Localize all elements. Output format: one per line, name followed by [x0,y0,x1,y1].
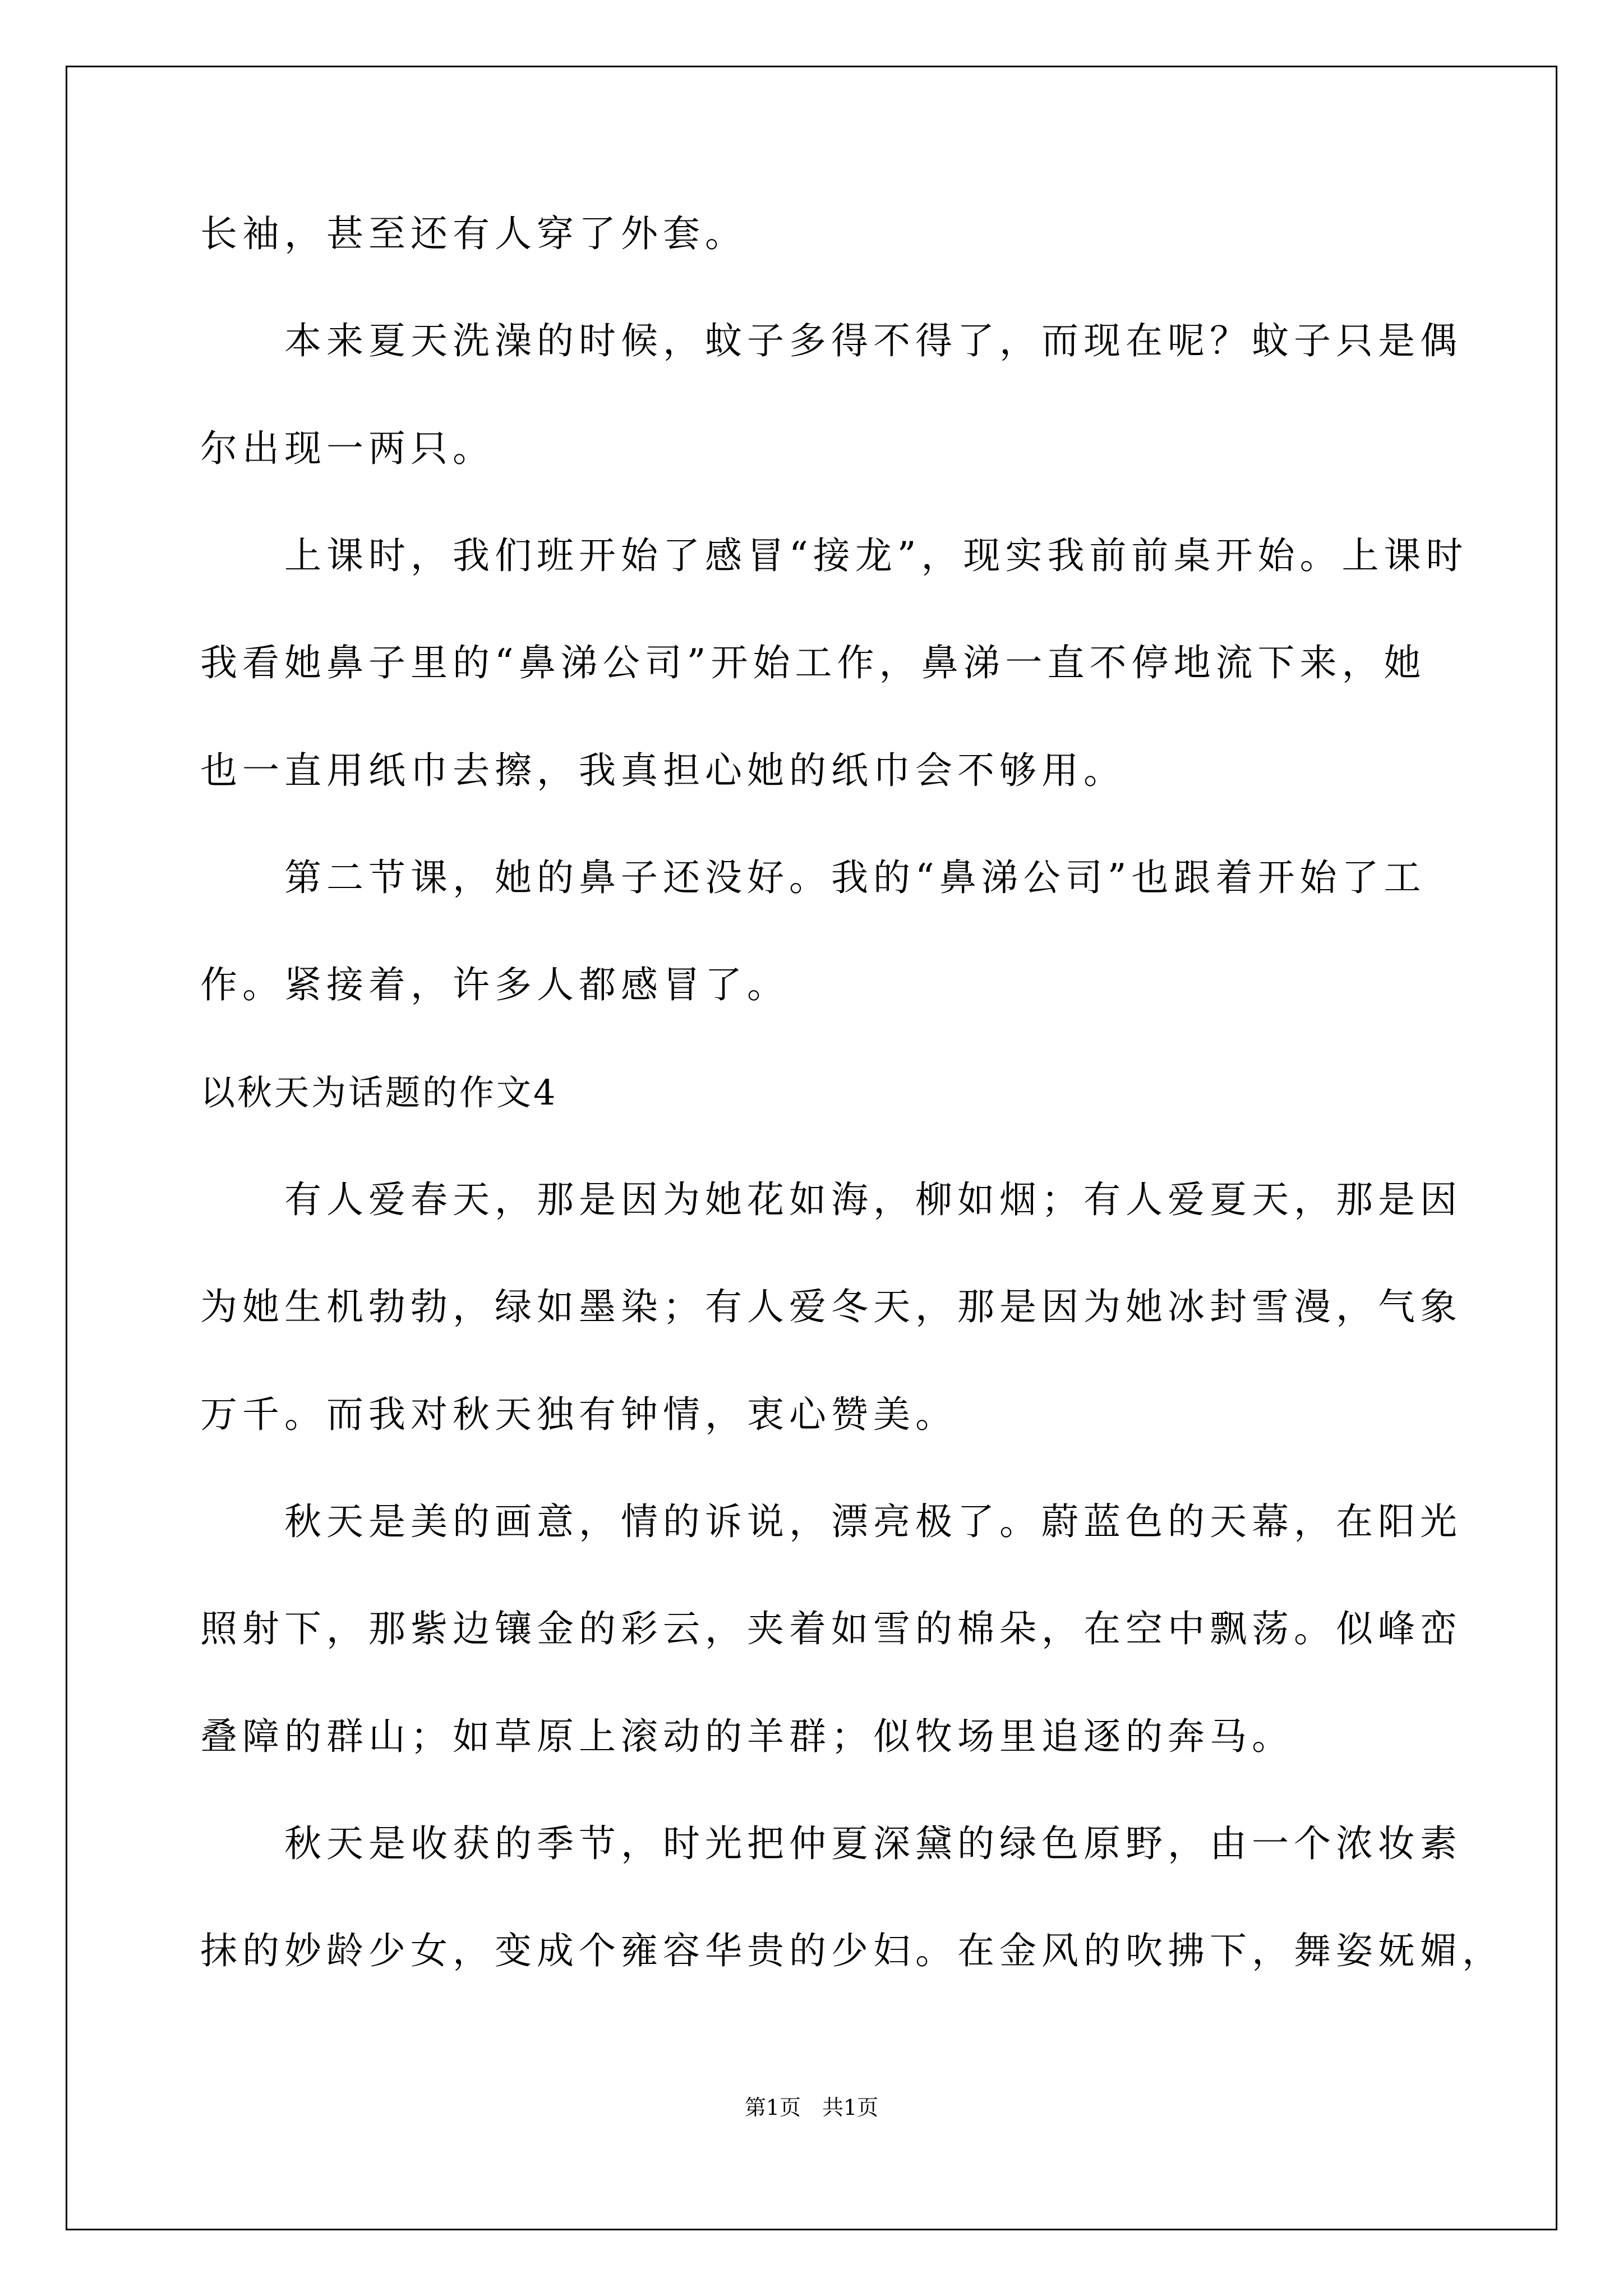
text-line: 长袖，甚至还有人穿了外套。 [200,212,747,255]
paragraph-start-line: 秋天是收获的季节，时光把仲夏深黛的绿色原野，由一个浓妆素 [284,1822,1462,1865]
page-number-footer: 第1页 共1页 [744,2095,879,2120]
text-line: 叠障的群山；如草原上滚动的羊群；似牧场里追逐的奔马。 [200,1715,1294,1758]
section-heading: 以秋天为话题的作文4 [200,1072,558,1113]
text-line: 抹的妙龄少女，变成个雍容华贵的少妇。在金风的吹拂下，舞姿妩媚， [200,1929,1504,1972]
text-line: 照射下，那紫边镶金的彩云，夹着如雪的棉朵，在空中飘荡。似峰峦 [200,1607,1462,1650]
text-line: 尔出现一两只。 [200,427,495,470]
text-line: 作。紧接着，许多人都感冒了。 [200,963,789,1006]
text-line: 也一直用纸巾去擦，我真担心她的纸巾会不够用。 [200,749,1126,792]
paragraph-start-line: 本来夏天洗澡的时候，蚊子多得不得了，而现在呢？蚊子只是偶 [284,319,1462,362]
text-line: 万千。而我对秋天独有钟情，衷心赞美。 [200,1393,957,1436]
paragraph-start-line: 上课时，我们班开始了感冒“接龙”，现实我前前桌开始。上课时 [284,534,1468,577]
paragraph-start-line: 秋天是美的画意，情的诉说，漂亮极了。蔚蓝色的天幕，在阳光 [284,1500,1462,1543]
paragraph-start-line: 有人爱春天，那是因为她花如海，柳如烟；有人爱夏天，那是因 [284,1178,1462,1221]
page-border [66,66,1557,2230]
paragraph-start-line: 第二节课，她的鼻子还没好。我的“鼻涕公司”也跟着开始了工 [284,856,1426,899]
text-line: 为她生机勃勃，绿如墨染；有人爱冬天，那是因为她冰封雪漫，气象 [200,1285,1462,1328]
text-line: 我看她鼻子里的“鼻涕公司”开始工作，鼻涕一直不停地流下来，她 [200,641,1426,684]
